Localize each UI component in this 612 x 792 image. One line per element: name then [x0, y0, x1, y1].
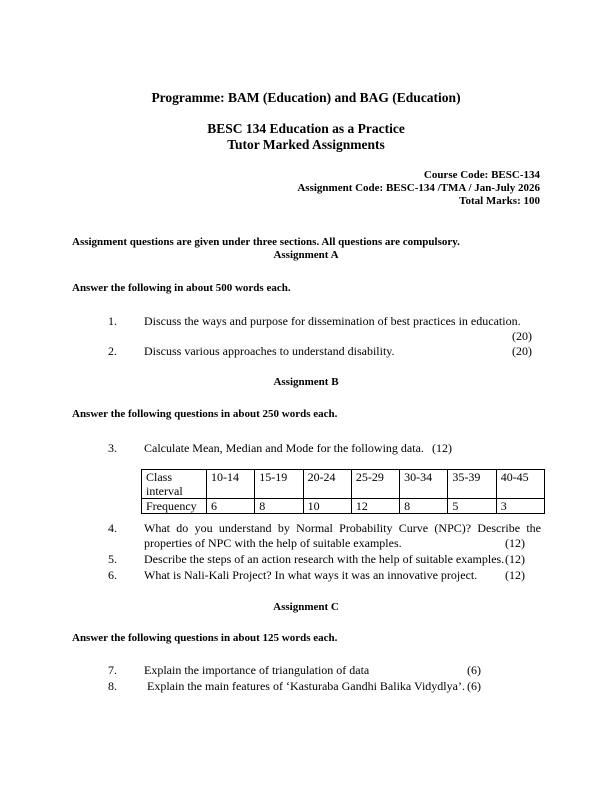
question-marks: (6)	[467, 663, 481, 677]
table-cell: 8	[255, 499, 303, 514]
question-text: What is Nali-Kali Project? In what ways it was an innovative project.	[144, 568, 478, 582]
table-row-class-interval	[142, 470, 545, 499]
table-cell: 3	[496, 499, 544, 514]
programme-title: Programme: BAM (Education) and BAG (Education)	[151, 90, 461, 105]
document-subtitle: Tutor Marked Assignments	[227, 137, 385, 152]
question-number: 7.	[108, 663, 117, 677]
section-instruction-a: Answer the following in about 500 words each.	[72, 282, 291, 294]
table-cell: 40-45	[496, 470, 544, 499]
question-marks: (12)	[432, 441, 452, 455]
table-cell: 20-24	[303, 470, 351, 499]
table-cell: 8	[400, 499, 448, 514]
question-text: Explain the importance of triangulation of data	[144, 663, 370, 677]
total-marks: Total Marks: 100	[459, 195, 540, 207]
question-number: 1.	[108, 314, 117, 328]
question-marks: (12)	[505, 536, 525, 550]
question-number: 4.	[108, 521, 117, 535]
section-title-b: Assignment B	[273, 376, 339, 388]
general-instructions: Assignment questions are given under three sections. All questions are compulsory.	[72, 236, 460, 248]
question-marks: (12)	[505, 568, 525, 582]
section-instruction-b: Answer the following questions in about 250 words each.	[72, 408, 338, 420]
table-row-header: Frequency	[142, 499, 207, 514]
question-text-line-2: properties of NPC with the help of suitable examples.	[144, 536, 402, 550]
course-code: Course Code: BESC-134	[423, 169, 540, 181]
section-instruction-c: Answer the following questions in about 125 words each.	[72, 632, 338, 644]
table-cell: 10-14	[207, 470, 255, 499]
question-number: 8.	[108, 679, 117, 693]
question-text: Discuss various approaches to understand disability.	[144, 344, 395, 358]
frequency-table	[141, 469, 545, 514]
question-marks: (6)	[467, 679, 481, 693]
table-cell: 6	[207, 499, 255, 514]
question-marks: (12)	[505, 552, 525, 566]
question-text: Explain the main features of ‘Kasturaba Gandhi Balika Vidydlya’.	[147, 679, 465, 693]
table-cell: 35-39	[448, 470, 496, 499]
table-cell: 30-34	[400, 470, 448, 499]
table-cell: 15-19	[255, 470, 303, 499]
question-text: Discuss the ways and purpose for dissemination of best practices in education.	[144, 314, 521, 328]
question-number: 3.	[108, 441, 117, 455]
question-number: 5.	[108, 552, 117, 566]
table-row-header: Class interval	[142, 470, 207, 499]
question-marks: (20)	[512, 329, 532, 343]
question-number: 6.	[108, 568, 117, 582]
question-marks: (20)	[512, 344, 532, 358]
table-cell: 12	[351, 499, 399, 514]
question-number: 2.	[108, 344, 117, 358]
question-text-line-1: What do you understand by Normal Probability Curve (NPC)? Describe the	[144, 521, 541, 535]
question-text: Describe the steps of an action research with the help of suitable examples.	[144, 552, 505, 566]
table-row-frequency	[142, 499, 545, 514]
course-title: BESC 134 Education as a Practice	[207, 121, 405, 136]
table-cell: 5	[448, 499, 496, 514]
section-title-c: Assignment C	[273, 601, 339, 613]
assignment-code: Assignment Code: BESC-134 /TMA / Jan-July 2026	[297, 182, 540, 194]
section-title-a: Assignment A	[273, 249, 339, 261]
question-text: Calculate Mean, Median and Mode for the following data.	[144, 441, 424, 455]
table-cell: 25-29	[351, 470, 399, 499]
table-cell: 10	[303, 499, 351, 514]
